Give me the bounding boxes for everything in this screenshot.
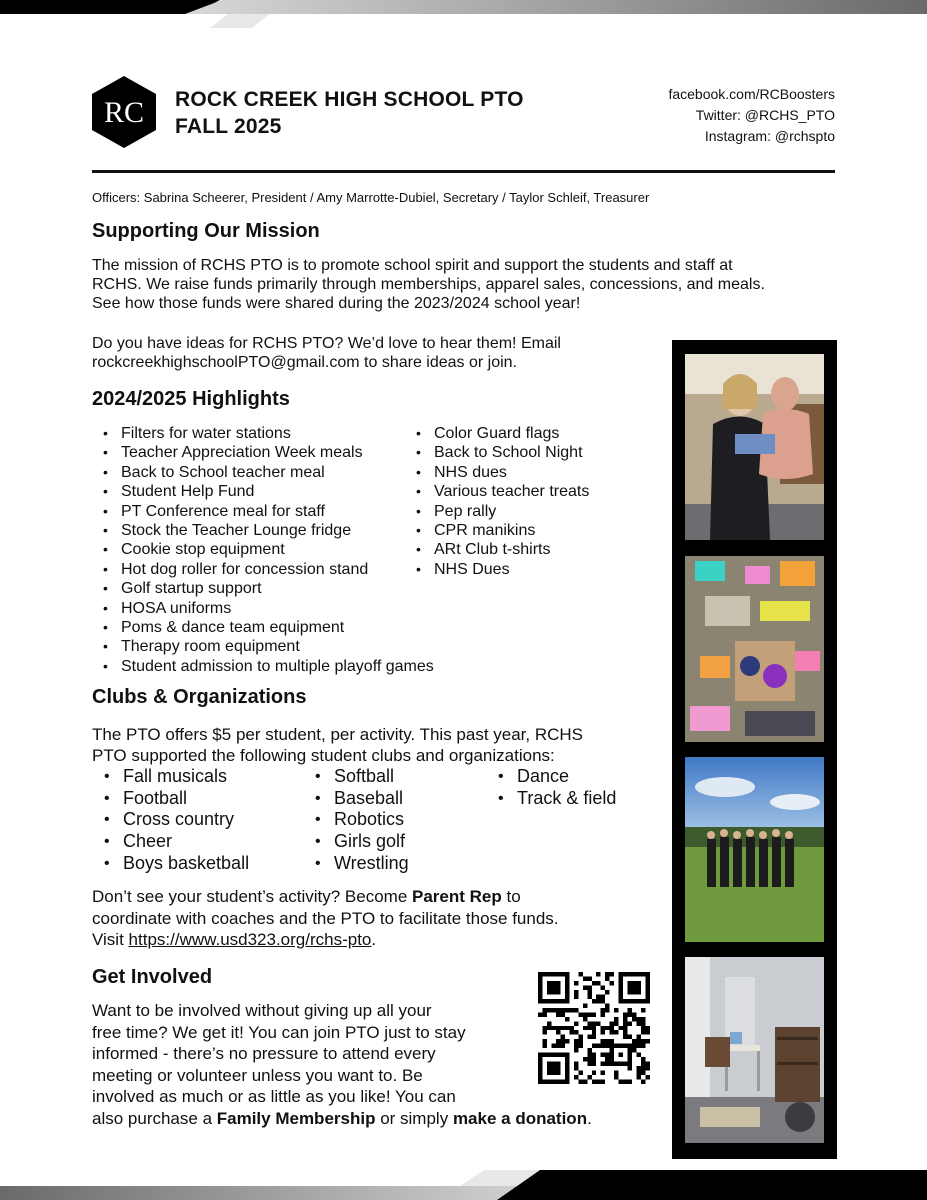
list-item: • ARt Club t-shirts [406, 540, 589, 559]
list-item: • Cheer [92, 831, 249, 853]
clubs-intro [92, 724, 583, 766]
list-item: • Student Help Fund [93, 482, 434, 501]
photo-cpr-manikin [685, 354, 824, 540]
clubs-heading: Clubs & Organizations [92, 686, 307, 708]
rep-text: coordinate with coaches and the PTO to facilitate those funds. [92, 908, 559, 928]
list-item: • Hot dog roller for concession stand [93, 560, 434, 579]
list-item: • Fall musicals [92, 766, 249, 788]
ideas-line: Do you have ideas for RCHS PTO? We’d love to hear them! Email [92, 335, 561, 352]
list-item: • PT Conference meal for staff [93, 502, 434, 521]
involved-line: or simply [375, 1108, 453, 1128]
list-item: • Wrestling [303, 853, 409, 875]
list-item: • NHS dues [406, 463, 589, 482]
officers-line: Officers: Sabrina Scheerer, President / Amy Marrotte-Dubiel, Secretary / Taylor Schleif, Treasurer [92, 190, 650, 205]
header-divider [92, 170, 835, 173]
list-item: • Dance [486, 766, 616, 788]
highlights-list-col2 [406, 424, 589, 579]
list-item: • CPR manikins [406, 521, 589, 540]
rc-logo [92, 76, 156, 148]
involved-line: . [587, 1108, 592, 1128]
list-item: • Stock the Teacher Lounge fridge [93, 521, 434, 540]
involved-heading: Get Involved [92, 966, 213, 988]
list-item: • Poms & dance team equipment [93, 618, 434, 637]
visit-text: . [371, 930, 377, 949]
instagram-handle[interactable]: Instagram: @rchspto [704, 128, 835, 144]
qr-code[interactable] [538, 972, 650, 1084]
list-item: • Softball [303, 766, 409, 788]
rep-text: Don’t see your student’s activity? Become [92, 887, 413, 906]
mission-line: See how those funds were shared during the 2023/2024 school year! [92, 295, 581, 312]
involved-line: Want to be involved without giving up all your [92, 1001, 432, 1020]
list-item: • NHS Dues [406, 560, 589, 579]
pto-website-link[interactable]: https://www.usd323.org/rchs-pto [128, 930, 372, 949]
title-line-2: FALL 2025 [175, 115, 282, 138]
involved-line: also purchase a [92, 1108, 217, 1128]
social-links [668, 84, 835, 147]
list-item: • Cookie stop equipment [93, 540, 434, 559]
facebook-link[interactable]: facebook.com/RCBoosters [668, 86, 835, 102]
mission-line: RCHS. We raise funds primarily through memberships, apparel sales, concessions, and meals. [92, 276, 765, 293]
list-item: • Baseball [303, 788, 409, 810]
list-item: • Filters for water stations [93, 424, 434, 443]
clubs-list-col1 [92, 766, 249, 875]
photo-supplies [685, 556, 824, 742]
title-line-1: ROCK CREEK HIGH SCHOOL PTO [175, 88, 524, 111]
list-item: • Back to School Night [406, 443, 589, 462]
donation-emphasis: make a donation [452, 1108, 588, 1128]
rep-text: to [501, 887, 521, 906]
photo-golf-team [685, 757, 824, 942]
list-item: • Track & field [486, 788, 616, 810]
top-band-gradient [185, 0, 927, 14]
clubs-list-col2 [303, 766, 409, 875]
ideas-paragraph [92, 334, 561, 372]
mission-line: The mission of RCHS PTO is to promote school spirit and support the students and staff at [92, 257, 733, 274]
highlights-list-col1 [93, 424, 434, 676]
clubs-list-col3 [486, 766, 616, 809]
involved-line: involved as much or as little as you like! You can [92, 1087, 456, 1106]
logo-text: RC [103, 96, 145, 129]
highlights-heading: 2024/2025 Highlights [92, 388, 290, 410]
parent-rep-emphasis: Parent Rep [412, 887, 502, 906]
clubs-intro-line: PTO supported the following student clubs and organizations: [92, 746, 555, 765]
list-item: • Boys basketball [92, 853, 249, 875]
clubs-intro-line: The PTO offers $5 per student, per activity. This past year, RCHS [92, 725, 584, 744]
parent-rep-paragraph [92, 886, 559, 951]
list-item: • Cross country [92, 809, 249, 831]
list-item: • Golf startup support [93, 579, 434, 598]
list-item: • HOSA uniforms [93, 599, 434, 618]
list-item: • Girls golf [303, 831, 409, 853]
involved-line: informed - there’s no pressure to attend every [92, 1044, 436, 1063]
mission-heading: Supporting Our Mission [92, 220, 320, 242]
family-membership-emphasis: Family Membership [216, 1108, 376, 1128]
ideas-line: rockcreekhighschoolPTO@gmail.com to share ideas or join. [92, 354, 518, 371]
bottom-band-gradient [0, 1186, 560, 1200]
mission-paragraph [92, 256, 765, 313]
list-item: • Various teacher treats [406, 482, 589, 501]
top-band-light [210, 14, 270, 28]
twitter-handle[interactable]: Twitter: @RCHS_PTO [695, 107, 835, 123]
visit-text: Visit [92, 930, 129, 949]
list-item: • Color Guard flags [406, 424, 589, 443]
list-item: • Pep rally [406, 502, 589, 521]
list-item: • Robotics [303, 809, 409, 831]
photo-strip [672, 340, 837, 1159]
page-title [175, 86, 524, 140]
list-item: • Football [92, 788, 249, 810]
involved-paragraph [92, 1000, 592, 1129]
list-item: • Student admission to multiple playoff games [93, 657, 434, 676]
list-item: • Therapy room equipment [93, 637, 434, 656]
involved-line: meeting or volunteer unless you want to. Be [92, 1065, 423, 1085]
top-band-dark [0, 0, 220, 14]
bottom-band-dark [497, 1170, 927, 1200]
list-item: • Teacher Appreciation Week meals [93, 443, 434, 462]
list-item: • Back to School teacher meal [93, 463, 434, 482]
photo-therapy-room [685, 957, 824, 1143]
involved-line: free time? We get it! You can join PTO just to stay [92, 1022, 466, 1042]
